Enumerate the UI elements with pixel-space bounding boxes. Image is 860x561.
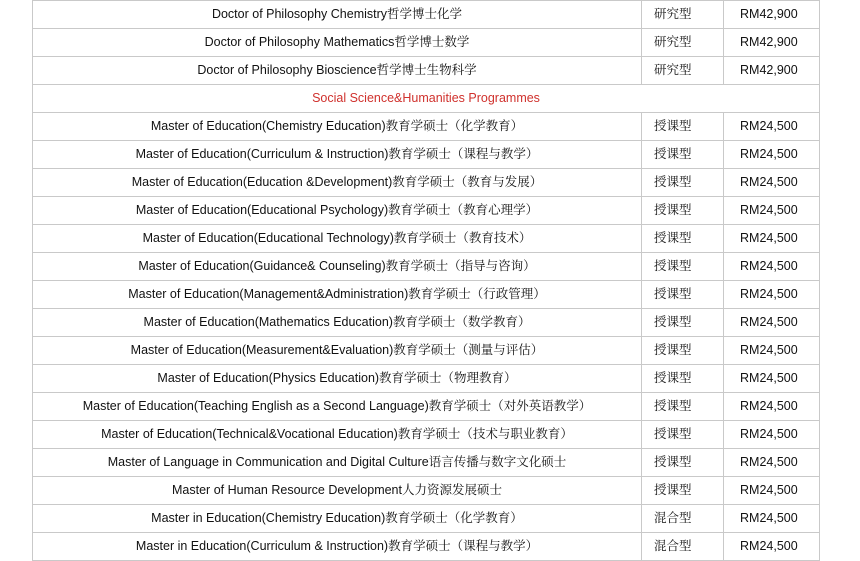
programme-fee: RM24,500 xyxy=(724,477,820,505)
programme-fee: RM24,500 xyxy=(724,449,820,477)
programme-fee: RM24,500 xyxy=(724,309,820,337)
programme-type: 研究型 xyxy=(642,1,724,29)
table-row xyxy=(33,337,820,365)
table-row xyxy=(33,113,820,141)
programme-name: Master of Education(Educational Psychology)教育学硕士（教育心理学） xyxy=(33,197,642,225)
programme-type: 授课型 xyxy=(642,477,724,505)
programme-fee: RM24,500 xyxy=(724,533,820,561)
programme-name: Master of Human Resource Development人力资源发展硕士 xyxy=(33,477,642,505)
programme-name: Doctor of Philosophy Mathematics哲学博士数学 xyxy=(33,29,642,57)
table-row xyxy=(33,197,820,225)
programme-name: Master in Education(Chemistry Education)教育学硕士（化学教育） xyxy=(33,505,642,533)
programme-type: 授课型 xyxy=(642,393,724,421)
programme-type: 授课型 xyxy=(642,337,724,365)
table-row xyxy=(33,225,820,253)
programme-table-body xyxy=(33,1,820,561)
programme-type: 授课型 xyxy=(642,141,724,169)
table-row xyxy=(33,281,820,309)
table-row xyxy=(33,141,820,169)
section-header-row xyxy=(33,85,820,113)
programme-fee: RM42,900 xyxy=(724,29,820,57)
programme-fee: RM24,500 xyxy=(724,253,820,281)
programme-type: 授课型 xyxy=(642,281,724,309)
programme-name: Master of Education(Management&Administration)教育学硕士（行政管理） xyxy=(33,281,642,309)
programme-type: 研究型 xyxy=(642,29,724,57)
programme-fee: RM24,500 xyxy=(724,169,820,197)
programme-type: 授课型 xyxy=(642,421,724,449)
programme-type: 授课型 xyxy=(642,309,724,337)
programme-name: Master of Education(Curriculum & Instruction)教育学硕士（课程与教学） xyxy=(33,141,642,169)
table-row xyxy=(33,1,820,29)
programme-fee: RM24,500 xyxy=(724,225,820,253)
programme-name: Master of Education(Mathematics Education)教育学硕士（数学教育） xyxy=(33,309,642,337)
programme-fee: RM24,500 xyxy=(724,197,820,225)
programme-type: 授课型 xyxy=(642,113,724,141)
table-row xyxy=(33,169,820,197)
programme-type: 授课型 xyxy=(642,449,724,477)
programme-fee: RM42,900 xyxy=(724,1,820,29)
table-row xyxy=(33,449,820,477)
table-row xyxy=(33,365,820,393)
programme-name: Master of Education(Educational Technology)教育学硕士（教育技术） xyxy=(33,225,642,253)
programme-fee: RM24,500 xyxy=(724,393,820,421)
programme-fee: RM24,500 xyxy=(724,505,820,533)
programme-type: 混合型 xyxy=(642,505,724,533)
section-header: Social Science&Humanities Programmes xyxy=(33,85,820,113)
programme-fee: RM24,500 xyxy=(724,421,820,449)
programme-name: Master of Education(Technical&Vocational Education)教育学硕士（技术与职业教育） xyxy=(33,421,642,449)
programme-fee: RM24,500 xyxy=(724,337,820,365)
programme-type: 授课型 xyxy=(642,365,724,393)
table-row xyxy=(33,309,820,337)
programme-name: Master of Education(Teaching English as a Second Language)教育学硕士（对外英语教学） xyxy=(33,393,642,421)
table-row xyxy=(33,421,820,449)
programme-type: 授课型 xyxy=(642,197,724,225)
programme-fee: RM24,500 xyxy=(724,365,820,393)
programme-type: 授课型 xyxy=(642,253,724,281)
table-row xyxy=(33,505,820,533)
table-row xyxy=(33,477,820,505)
programme-name: Master in Education(Curriculum & Instruction)教育学硕士（课程与教学） xyxy=(33,533,642,561)
programme-name: Master of Education(Physics Education)教育学硕士（物理教育） xyxy=(33,365,642,393)
table-row xyxy=(33,393,820,421)
programme-name: Doctor of Philosophy Bioscience哲学博士生物科学 xyxy=(33,57,642,85)
table-row xyxy=(33,533,820,561)
programme-name: Doctor of Philosophy Chemistry哲学博士化学 xyxy=(33,1,642,29)
programme-type: 混合型 xyxy=(642,533,724,561)
programme-name: Master of Education(Measurement&Evaluation)教育学硕士（测量与评估） xyxy=(33,337,642,365)
programme-name: Master of Education(Guidance& Counseling)教育学硕士（指导与咨询） xyxy=(33,253,642,281)
table-row xyxy=(33,57,820,85)
programme-name: Master of Education(Chemistry Education)教育学硕士（化学教育） xyxy=(33,113,642,141)
programme-name: Master of Education(Education &Development)教育学硕士（教育与发展） xyxy=(33,169,642,197)
programme-name: Master of Language in Communication and Digital Culture语言传播与数字文化硕士 xyxy=(33,449,642,477)
programme-type: 授课型 xyxy=(642,169,724,197)
programme-fee: RM24,500 xyxy=(724,141,820,169)
programme-fee: RM42,900 xyxy=(724,57,820,85)
programme-fee: RM24,500 xyxy=(724,113,820,141)
programme-type: 研究型 xyxy=(642,57,724,85)
table-row xyxy=(33,29,820,57)
programme-fee: RM24,500 xyxy=(724,281,820,309)
programme-type: 授课型 xyxy=(642,225,724,253)
table-row xyxy=(33,253,820,281)
programme-fee-table xyxy=(32,0,820,561)
